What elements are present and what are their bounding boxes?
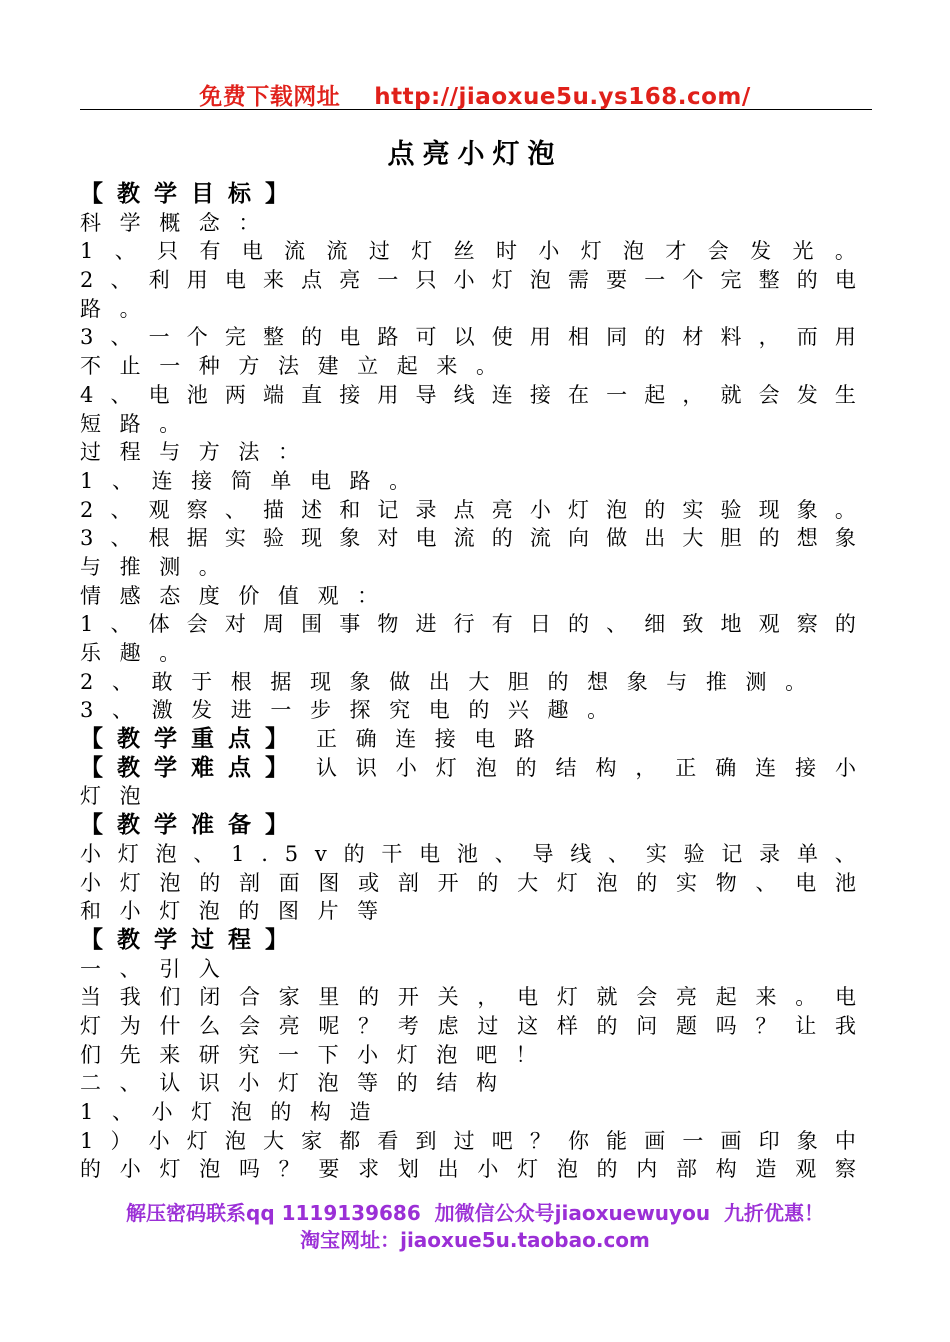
section-label: 【教学难点】: [80, 754, 302, 781]
text-line-concept-heading: [80, 209, 856, 238]
text-line-process-1: [80, 467, 856, 496]
line-text: 当 我 们 闭 合 家 里 的 开 关 ， 电 灯 就 会 亮 起 来 。 电: [80, 985, 856, 1010]
text-line-prep-3: [80, 897, 856, 926]
text-line-structure-1: [80, 1098, 856, 1127]
text-line-concept-3a: [80, 323, 856, 352]
text-line-process-3b: [80, 553, 856, 582]
line-text: 1 、 只 有 电 流 流 过 灯 丝 时 小 灯 泡 才 会 发 光 。: [80, 239, 856, 264]
text-line-intro-heading: [80, 955, 856, 984]
line-text: 小 灯 泡 的 剖 面 图 或 剖 开 的 大 灯 泡 的 实 物 、 电 池: [80, 870, 856, 895]
line-text: 短 路 。: [80, 411, 181, 436]
line-text: 的 小 灯 泡 吗 ？ 要 求 划 出 小 灯 泡 的 内 部 构 造 观 察: [80, 1157, 856, 1182]
line-text: 二 、 认 识 小 灯 泡 等 的 结 构: [80, 1071, 497, 1096]
text-line-attitude-heading: [80, 582, 856, 611]
line-text: 乐 趣 。: [80, 641, 181, 665]
line-text: 一 、 引 入: [80, 956, 220, 981]
line-text: 3 、 激 发 进 一 步 探 究 电 的 兴 趣 。: [80, 698, 609, 723]
line-text: 科 学 概 念 ：: [80, 210, 260, 235]
line-text: 3 、 一 个 完 整 的 电 路 可 以 使 用 相 同 的 材 料 ， 而 用: [80, 325, 856, 350]
text-line-process-2: [80, 496, 856, 525]
line-text: 情 感 态 度 价 值 观 ：: [80, 583, 379, 608]
text-line-structure-heading: [80, 1069, 856, 1098]
line-text: 路 。: [80, 296, 141, 321]
line-text: 2 、 利 用 电 来 点 亮 一 只 小 灯 泡 需 要 一 个 完 整 的 电: [80, 268, 856, 293]
text-line-attitude-1b: [80, 639, 856, 668]
text-line-prep-heading: [80, 811, 856, 840]
text-line-structure-1a: [80, 1127, 856, 1156]
line-text: 小 灯 泡 、 1 . 5 v 的 干 电 池 、 导 线 、 实 验 记 录 单 、: [80, 841, 856, 866]
header-label: 免费下载网址: [199, 84, 341, 110]
line-text: 1 、 小 灯 泡 的 构 造: [80, 1100, 371, 1124]
line-text: 认 识 小 灯 泡 的 结 构 ， 正 确 连 接 小: [316, 755, 856, 780]
line-text: 灯 泡: [80, 784, 141, 809]
text-line-attitude-3: [80, 696, 856, 725]
text-line-process-3a: [80, 524, 856, 553]
text-line-concept-1: [80, 237, 856, 266]
text-line-process-main-heading: [80, 926, 856, 955]
text-line-concept-4b: [80, 410, 856, 439]
line-text: 和 小 灯 泡 的 图 片 等: [80, 899, 379, 924]
line-text: 不 止 一 种 方 法 建 立 起 来 。: [80, 354, 497, 379]
line-text: 【 教 学 过 程 】: [80, 926, 288, 953]
line-text: 们 先 来 研 究 一 下 小 灯 泡 吧 ！: [80, 1042, 537, 1067]
line-text: 正 确 连 接 电 路: [316, 727, 535, 752]
text-line-key-point: [80, 725, 856, 754]
page-title: 点亮小灯泡: [387, 139, 563, 170]
line-text: 1 、 连 接 简 单 电 路 。: [80, 468, 411, 493]
line-text: 【 教 学 准 备 】: [80, 812, 288, 839]
section-label: 【教学重点】: [80, 726, 302, 753]
line-text: 过 程 与 方 法 ：: [80, 440, 299, 465]
line-text: 4 、 电 池 两 端 直 接 用 导 线 连 接 在 一 起 ， 就 会 发 生: [80, 382, 856, 407]
header-divider: [80, 109, 872, 110]
text-line-prep-2: [80, 869, 856, 898]
text-line-structure-1b: [80, 1155, 856, 1184]
line-text: 【 教 学 目 标 】: [80, 181, 288, 207]
footer-shop-link[interactable]: 淘宝网址：jiaoxue5u.taobao.com: [300, 1228, 650, 1252]
text-line-intro-3: [80, 1041, 856, 1070]
line-text: 2 、 观 察 、 描 述 和 记 录 点 亮 小 灯 泡 的 实 验 现 象 。: [80, 497, 856, 522]
text-line-prep-1: [80, 840, 856, 869]
text-line-concept-4a: [80, 381, 856, 410]
header-url-link[interactable]: http://jiaoxue5u.ys168.com/: [374, 84, 751, 110]
text-line-concept-2b: [80, 295, 856, 324]
text-line-intro-2: [80, 1012, 856, 1041]
text-line-intro-1: [80, 983, 856, 1012]
text-line-difficulty-a: [80, 754, 856, 783]
text-line-concept-3b: [80, 352, 856, 381]
line-text: 与 推 测 。: [80, 554, 220, 579]
line-text: 2 、 敢 于 根 据 现 象 做 出 大 胆 的 想 象 与 推 测 。: [80, 669, 807, 694]
download-header: [0, 78, 950, 111]
footer-contact: 解压密码联系qq 1119139686 加微信公众号jiaoxuewuyou 九折优惠！: [126, 1201, 824, 1225]
text-line-concept-2a: [80, 266, 856, 295]
text-line-process-heading: [80, 438, 856, 467]
text-line-attitude-2: [80, 668, 856, 697]
line-text: 1 、 体 会 对 周 围 事 物 进 行 有 日 的 、 细 致 地 观 察 的: [80, 612, 856, 637]
line-text: 3 、 根 据 实 验 现 象 对 电 流 的 流 向 做 出 大 胆 的 想 象: [80, 526, 856, 551]
line-text: 灯 为 什 么 会 亮 呢 ？ 考 虑 过 这 样 的 问 题 吗 ？ 让 我: [80, 1013, 856, 1038]
text-line-attitude-1a: [80, 610, 856, 639]
document-body: [80, 180, 856, 1184]
text-line-goals-heading: [80, 180, 856, 209]
text-line-difficulty-b: [80, 782, 856, 811]
line-text: 1 ） 小 灯 泡 大 家 都 看 到 过 吧 ？ 你 能 画 一 画 印 象 中: [80, 1128, 856, 1153]
